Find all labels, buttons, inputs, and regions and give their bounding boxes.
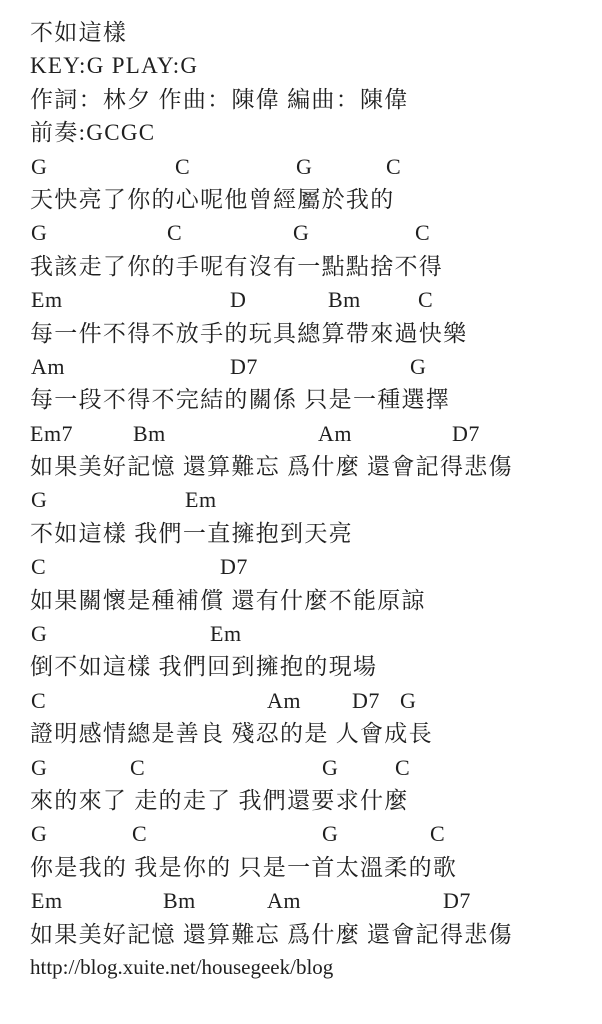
- chord-line-7: [0, 550, 602, 583]
- chord-G: G: [322, 821, 339, 847]
- chord-Am: Am: [267, 888, 301, 914]
- footer-url: http://blog.xuite.net/housegeek/blog: [30, 954, 334, 979]
- chord-C: C: [415, 220, 431, 246]
- chord-C: C: [167, 220, 183, 246]
- line-container: [0, 16, 602, 984]
- chord-G: G: [31, 153, 48, 179]
- key-info: KEY:G PLAY:G: [30, 53, 199, 79]
- chord-Am: Am: [267, 687, 301, 713]
- chord-G: G: [410, 353, 427, 379]
- chord-C: C: [395, 754, 411, 780]
- lyric-line-4: 每一段不得不完結的關係 只是一種選擇: [30, 387, 451, 413]
- chord-G: G: [296, 153, 313, 179]
- chord-line-2: [0, 216, 602, 249]
- lyric-line-9: 證明感情總是善良 殘忍的是 人會成長: [30, 721, 433, 747]
- chord-G: G: [31, 754, 48, 780]
- chord-line-4: [0, 350, 602, 383]
- lyric-line-10: 來的來了 走的走了 我們還要求什麼: [30, 787, 409, 813]
- lyric-line-5: 如果美好記憶 還算難忘 爲什麼 還會記得悲傷: [30, 454, 513, 480]
- chord-D7: D7: [230, 353, 258, 379]
- chord-D7: D7: [352, 687, 380, 713]
- credits: 作詞：林夕 作曲：陳偉 編曲：陳偉: [30, 86, 409, 112]
- lyric-line-1: 天快亮了你的心呢他曾經屬於我的: [30, 186, 395, 212]
- chord-line-10: [0, 751, 602, 784]
- chord-Em: Em: [210, 621, 242, 647]
- chord-line-1: [0, 150, 602, 183]
- chord-C: C: [386, 153, 402, 179]
- chord-Bm: Bm: [133, 420, 166, 446]
- lyric-line-6: 不如這樣 我們一直擁抱到天亮: [30, 520, 353, 546]
- chord-C: C: [418, 287, 434, 313]
- chord-line-6: [0, 483, 602, 516]
- chord-G: G: [322, 754, 339, 780]
- chord-Am: Am: [318, 420, 352, 446]
- chord-line-3: [0, 283, 602, 316]
- lyric-line-3: 每一件不得不放手的玩具總算帶來過快樂: [30, 320, 468, 346]
- lyric-line-12: 如果美好記憶 還算難忘 爲什麼 還會記得悲傷: [30, 921, 513, 947]
- chord-G: G: [31, 487, 48, 513]
- chord-G: G: [31, 821, 48, 847]
- lyric-line-11: 你是我的 我是你的 只是一首太溫柔的歌: [30, 854, 458, 880]
- lyric-line-7: 如果關懷是種補償 還有什麼不能原諒: [30, 587, 426, 613]
- chord-Em: Em: [31, 287, 63, 313]
- chord-Em: Em: [185, 487, 217, 513]
- lyric-line-2: 我該走了你的手呢有沒有一點點捨不得: [30, 253, 444, 279]
- lyric-line-8: 倒不如這樣 我們回到擁抱的現場: [30, 654, 378, 680]
- chord-line-5: [0, 417, 602, 450]
- chord-C: C: [132, 821, 148, 847]
- chord-G: G: [31, 220, 48, 246]
- intro-chords: 前奏:GCGC: [30, 120, 156, 146]
- chord-line-11: [0, 817, 602, 850]
- chord-C: C: [430, 821, 446, 847]
- chord-line-9: [0, 684, 602, 717]
- chord-Bm: Bm: [328, 287, 361, 313]
- chord-Am: Am: [31, 353, 65, 379]
- chord-D: D: [230, 287, 247, 313]
- chord-C: C: [31, 687, 47, 713]
- chord-G: G: [400, 687, 417, 713]
- chord-Em: Em: [31, 888, 63, 914]
- chord-line-8: [0, 617, 602, 650]
- chord-G: G: [293, 220, 310, 246]
- chord-C: C: [130, 754, 146, 780]
- chord-D7: D7: [452, 420, 480, 446]
- chord-C: C: [175, 153, 191, 179]
- chord-line-12: [0, 884, 602, 917]
- chord-D7: D7: [220, 554, 248, 580]
- chord-Bm: Bm: [163, 888, 196, 914]
- chord-D7: D7: [443, 888, 471, 914]
- chord-G: G: [31, 621, 48, 647]
- song-title: 不如這樣: [30, 20, 128, 45]
- chord-Em7: Em7: [30, 420, 74, 446]
- chord-C: C: [31, 554, 47, 580]
